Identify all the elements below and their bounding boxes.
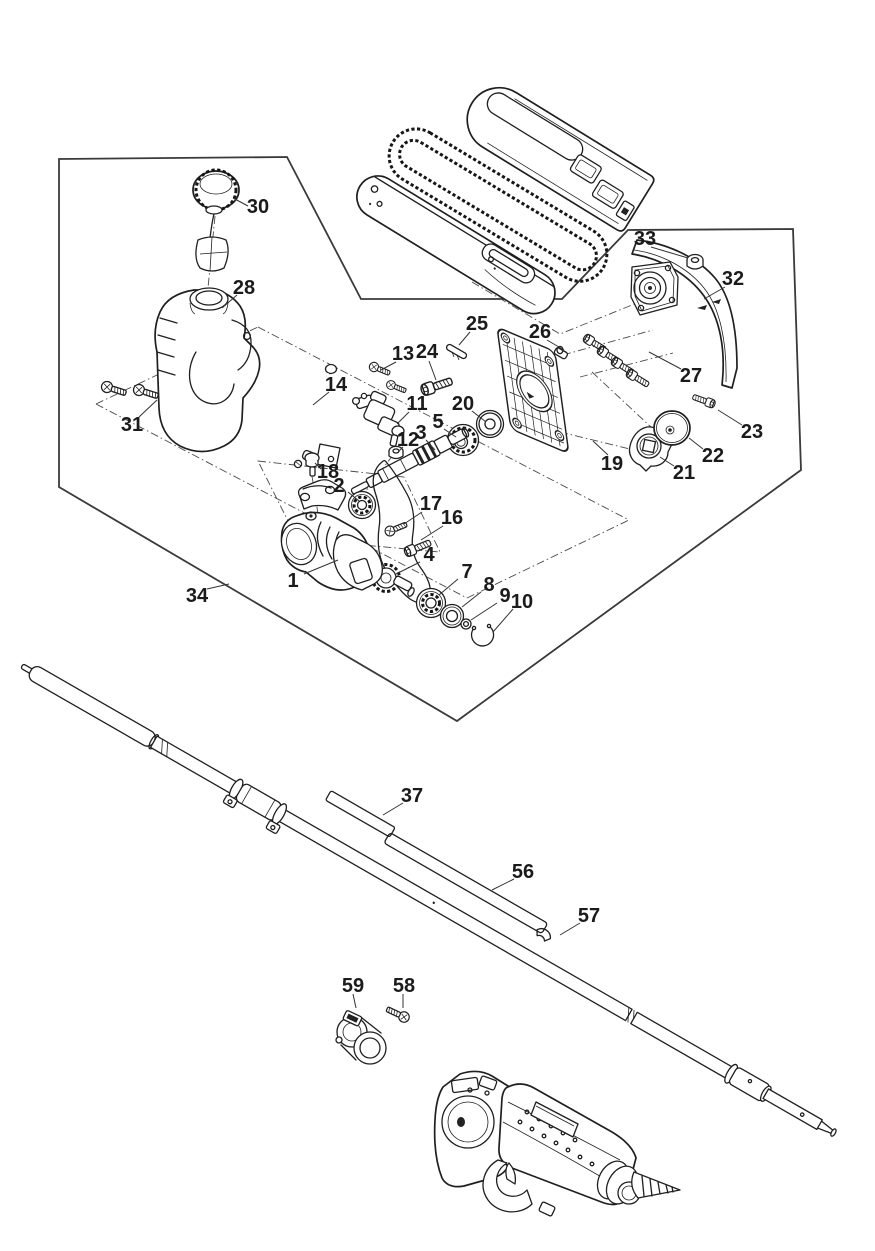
part-label-56: 56 bbox=[511, 861, 535, 883]
washer-9 bbox=[461, 619, 471, 629]
part-label-58: 58 bbox=[392, 975, 416, 997]
part-label-11: 11 bbox=[406, 393, 428, 415]
leader-line-8 bbox=[462, 592, 481, 607]
leader-line-24 bbox=[429, 361, 436, 380]
part-label-7: 7 bbox=[461, 561, 473, 583]
part-label-1: 1 bbox=[287, 570, 299, 592]
screw-58 bbox=[385, 1004, 411, 1024]
part-label-28: 28 bbox=[232, 277, 256, 299]
part-label-3: 3 bbox=[415, 422, 427, 444]
part-label-33: 33 bbox=[633, 228, 657, 250]
washer-20 bbox=[477, 411, 504, 438]
part-label-16: 16 bbox=[440, 507, 464, 529]
part-label-2: 2 bbox=[333, 475, 345, 497]
part-label-23: 23 bbox=[740, 421, 764, 443]
leader-line-56 bbox=[492, 879, 514, 890]
clamp-59 bbox=[336, 1010, 386, 1064]
power-head bbox=[435, 1071, 680, 1216]
tank-screws-31 bbox=[100, 380, 159, 401]
part-label-22: 22 bbox=[701, 445, 725, 467]
part-label-37: 37 bbox=[400, 785, 424, 807]
leader-line-30 bbox=[233, 198, 248, 206]
part-label-4: 4 bbox=[423, 544, 435, 566]
leader-line-27 bbox=[649, 352, 681, 369]
circlip-10 bbox=[472, 624, 494, 646]
part-label-21: 21 bbox=[672, 462, 696, 484]
part-label-24: 24 bbox=[415, 341, 439, 363]
disc-22 bbox=[654, 411, 690, 445]
part-label-8: 8 bbox=[483, 574, 495, 596]
part-label-27: 27 bbox=[679, 365, 703, 387]
leader-line-7 bbox=[439, 579, 458, 595]
part-label-14: 14 bbox=[324, 374, 348, 396]
part-label-34: 34 bbox=[185, 585, 209, 607]
bolts-27 bbox=[582, 333, 651, 389]
part-label-18: 18 bbox=[316, 461, 340, 483]
part-label-59: 59 bbox=[341, 975, 365, 997]
part-label-20: 20 bbox=[451, 393, 475, 415]
leader-line-16 bbox=[421, 526, 443, 540]
part-label-31: 31 bbox=[120, 414, 144, 436]
screw-17 bbox=[384, 520, 409, 538]
flanged-ring-8 bbox=[441, 605, 464, 628]
leader-line-4 bbox=[396, 562, 420, 574]
pin-25 bbox=[446, 343, 468, 360]
part-label-13: 13 bbox=[391, 343, 415, 365]
part-label-12: 12 bbox=[396, 429, 420, 451]
leader-line-9 bbox=[471, 603, 497, 620]
part-label-26: 26 bbox=[528, 321, 552, 343]
leader-line-23 bbox=[718, 410, 742, 425]
part-label-30: 30 bbox=[246, 196, 270, 218]
clip-57 bbox=[534, 926, 553, 943]
part-label-57: 57 bbox=[577, 905, 601, 927]
oil-tank-28 bbox=[155, 288, 260, 452]
tank-cap-30 bbox=[193, 170, 239, 271]
part-label-25: 25 bbox=[465, 313, 489, 335]
pole-shaft bbox=[13, 626, 859, 1150]
part-label-17: 17 bbox=[419, 493, 443, 515]
part-label-19: 19 bbox=[600, 453, 624, 475]
part-label-9: 9 bbox=[499, 585, 511, 607]
leader-line-34 bbox=[207, 584, 229, 589]
bolt-23 bbox=[692, 393, 717, 409]
part-label-10: 10 bbox=[510, 591, 534, 613]
part-label-32: 32 bbox=[721, 268, 745, 290]
part-label-5: 5 bbox=[432, 411, 444, 433]
nut-33 bbox=[687, 255, 703, 270]
